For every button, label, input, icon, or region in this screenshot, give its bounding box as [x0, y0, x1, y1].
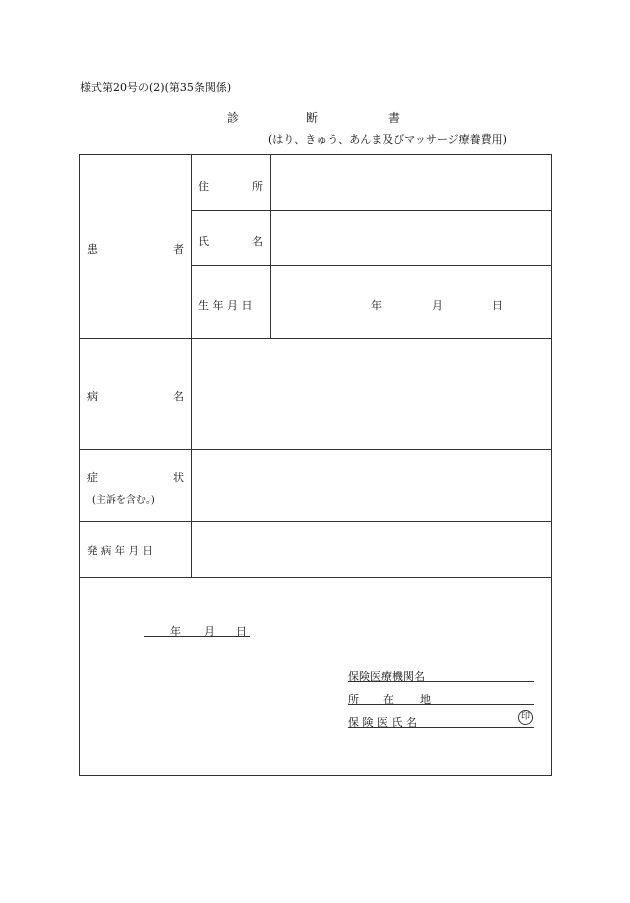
form-number: 様式第20号の(2)(第35条関係)	[80, 81, 232, 94]
row-divider-patient-bottom	[80, 338, 551, 339]
location-label-char-2: 在	[383, 693, 394, 706]
birthdate-month-unit: 月	[432, 299, 443, 312]
row-divider-symptoms-bottom	[80, 521, 551, 522]
title-char-2: 断	[306, 111, 319, 125]
symptoms-label-char-1: 症	[87, 471, 98, 484]
disease-field[interactable]	[193, 340, 550, 448]
address-label-char-1: 住	[198, 180, 209, 193]
disease-label-char-1: 病	[87, 390, 98, 403]
column-divider-main	[191, 155, 192, 577]
location-label-char-3: 地	[420, 693, 431, 706]
row-divider-name-bottom	[191, 265, 551, 266]
name-label-char-1: 氏	[198, 235, 209, 248]
row-divider-disease-bottom	[80, 449, 551, 450]
address-field[interactable]	[272, 156, 550, 209]
symptoms-field[interactable]	[193, 451, 550, 520]
row-divider-address-bottom	[191, 210, 551, 211]
form-table	[79, 154, 552, 776]
footer-date-line[interactable]	[144, 622, 250, 637]
birthdate-day-unit: 日	[492, 299, 503, 312]
birthdate-field[interactable]	[272, 267, 550, 337]
doctor-name-line[interactable]	[348, 713, 534, 728]
title-char-1: 診	[227, 111, 240, 125]
patient-label-char-1: 患	[87, 243, 98, 256]
institution-label: 保険医療機関名	[348, 670, 425, 683]
location-line[interactable]	[348, 690, 534, 705]
footer-month-unit: 月	[204, 625, 215, 638]
disease-label-char-2: 名	[173, 390, 184, 403]
onset-label: 発 病 年 月 日	[87, 545, 153, 557]
onset-field[interactable]	[193, 523, 550, 576]
symptoms-note: (主訴を含む。)	[92, 495, 155, 506]
doctor-label: 保 険 医 氏 名	[348, 716, 417, 729]
patient-label-char-2: 者	[173, 243, 184, 256]
location-label-char-1: 所	[348, 693, 359, 706]
name-label-char-2: 名	[252, 235, 263, 248]
column-divider-sub	[270, 155, 271, 338]
symptoms-label-char-2: 状	[173, 471, 184, 484]
institution-name-line[interactable]	[348, 667, 534, 682]
row-divider-onset-bottom	[80, 577, 551, 578]
birthdate-label: 生 年 月 日	[198, 299, 253, 312]
footer-day-unit: 日	[236, 625, 247, 638]
title-char-3: 書	[388, 111, 401, 125]
document-subtitle: (はり、きゅう、あんま及びマッサージ療養費用)	[268, 133, 507, 146]
footer-year-unit: 年	[170, 625, 181, 638]
address-label-char-2: 所	[252, 180, 263, 193]
seal-icon: 印	[518, 710, 533, 725]
birthdate-year-unit: 年	[371, 299, 382, 312]
name-field[interactable]	[272, 212, 550, 264]
